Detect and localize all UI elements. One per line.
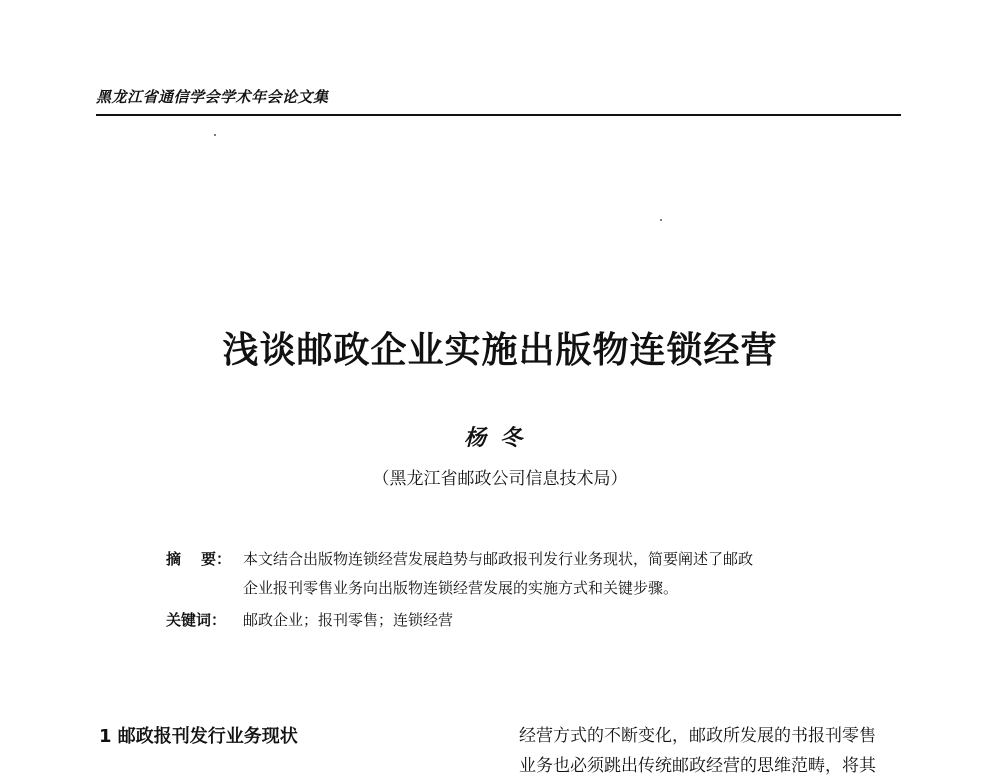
right-column-line-1: 经营方式的不断变化，邮政所发展的书报刊零售 bbox=[519, 726, 876, 746]
abstract-label bbox=[166, 548, 231, 569]
abstract-line-1: 本文结合出版物连锁经营发展趋势与邮政报刊发行业务现状，简要阐述了邮政 bbox=[243, 550, 754, 568]
journal-header-title: 黑龙江省通信学会学术年会论文集 bbox=[96, 88, 329, 106]
paper-title: 浅谈邮政企业实施出版物连锁经营 bbox=[222, 329, 778, 371]
abstract-label-part1: 摘 bbox=[166, 550, 182, 568]
scan-speck bbox=[660, 219, 662, 221]
header-rule bbox=[96, 114, 901, 116]
keywords-text: 邮政企业；报刊零售；连锁经营 bbox=[243, 611, 454, 629]
author-name: 杨冬 bbox=[463, 425, 536, 451]
abstract-line-2: 企业报刊零售业务向出版物连锁经营发展的实施方式和关键步骤。 bbox=[243, 579, 679, 597]
abstract-label-part2: 要： bbox=[201, 550, 232, 568]
section-heading: 1 邮政报刊发行业务现状 bbox=[99, 726, 298, 747]
author-affiliation: （黑龙江省邮政公司信息技术局） bbox=[372, 469, 628, 489]
scan-speck bbox=[214, 134, 216, 136]
keywords-label: 关键词： bbox=[166, 611, 227, 629]
right-column-line-2: 业务也必须跳出传统邮政经营的思维范畴，将其 bbox=[519, 756, 876, 776]
